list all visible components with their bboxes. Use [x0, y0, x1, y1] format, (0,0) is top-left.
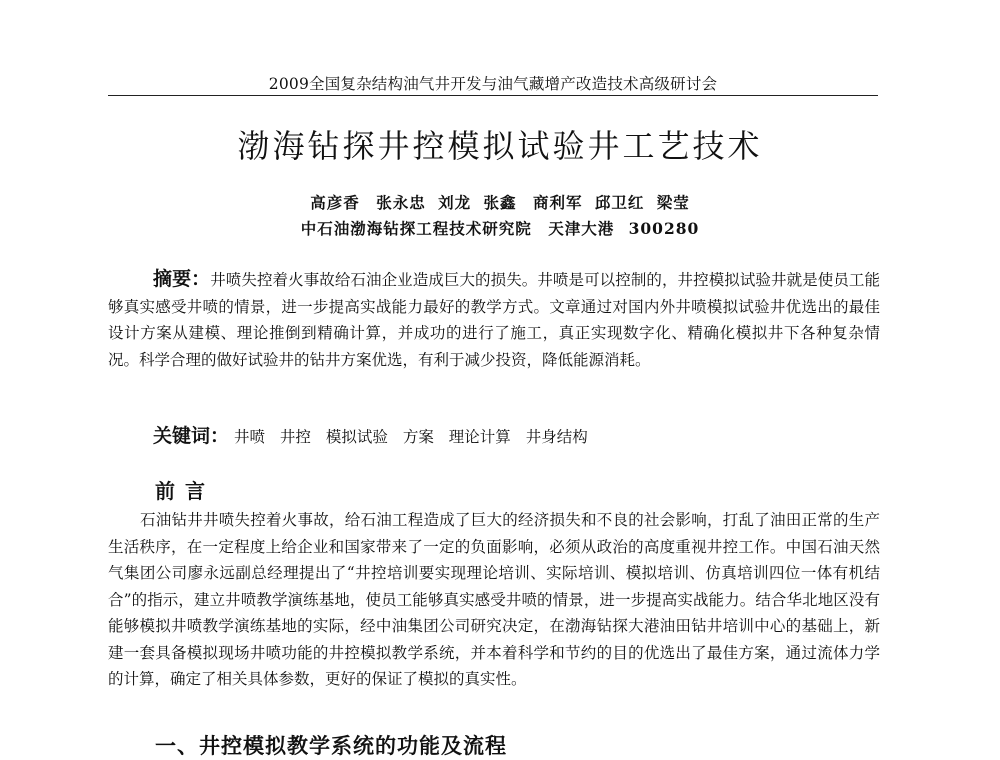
preface-heading: 前言: [155, 479, 215, 503]
header-rule: [108, 95, 878, 96]
keywords: [153, 423, 873, 450]
paper-title: 渤海钻探井控模拟试验井工艺技术: [237, 127, 763, 165]
author-affiliation: 中石油渤海钻探工程技术研究院 天津大港 300280: [300, 219, 700, 238]
keyword: 井喷: [233, 428, 265, 446]
abstract: [108, 266, 880, 373]
conference-header: 2009全国复杂结构油气井开发与油气藏增产改造技术高级研讨会: [268, 75, 718, 93]
author-list: 高彦香 张永忠 刘龙 张鑫 商利军 邱卫红 梁莹: [310, 193, 690, 212]
keywords-label: 关键词：: [153, 425, 230, 447]
keyword: 井控: [279, 428, 311, 446]
preface-paragraph: 石油钻井井喷失控着火事故，给石油工程造成了巨大的经济损失和不良的社会影响，打乱了油田正常的生产生活秩序，在一定程度上给企业和国家带来了一定的负面影响，必须从政治的高度重视井控工作。中国石油天然气集团公司廖永远副总经理提出了“井控培训要实现理论培训、实际培训、模拟培训、仿真培训四位一体有机结合”的指示，建立井喷教学演练基地，使员工能够真实感受井喷的情景，进一步提高实战能力。结合华北地区没有能够模拟井喷教学演练基地的实际，经中油集团公司研究决定，在渤海钻探大港油田钻井培训中心的基础上，新建一套具备模拟现场井喷功能的井控模拟教学系统，并本着科学和节约的目的优选出了最佳方案，通过流体力学的计算，确定了相关具体参数，更好的保证了模拟的真实性。: [108, 511, 880, 688]
section-1-heading: 一、井控模拟教学系统的功能及流程: [155, 734, 507, 758]
keyword: 方案: [402, 428, 434, 446]
keyword: 模拟试验: [325, 428, 388, 446]
abstract-text: 井喷失控着火事故给石油企业造成巨大的损失。井喷是可以控制的，井控模拟试验井就是使员工能够真实感受井喷的情景，进一步提高实战能力最好的教学方式。文章通过对国内外井喷模拟试验井优选出的最佳设计方案从建模、理论推倒到精确计算，并成功的进行了施工，真正实现数字化、精确化模拟井下各种复杂情况。科学合理的做好试验井的钻井方案优选，有利于减少投资，降低能源消耗。: [108, 271, 880, 369]
abstract-label: 摘要：: [153, 268, 211, 290]
keyword: 理论计算: [448, 428, 511, 446]
keyword: 井身结构: [525, 428, 588, 446]
